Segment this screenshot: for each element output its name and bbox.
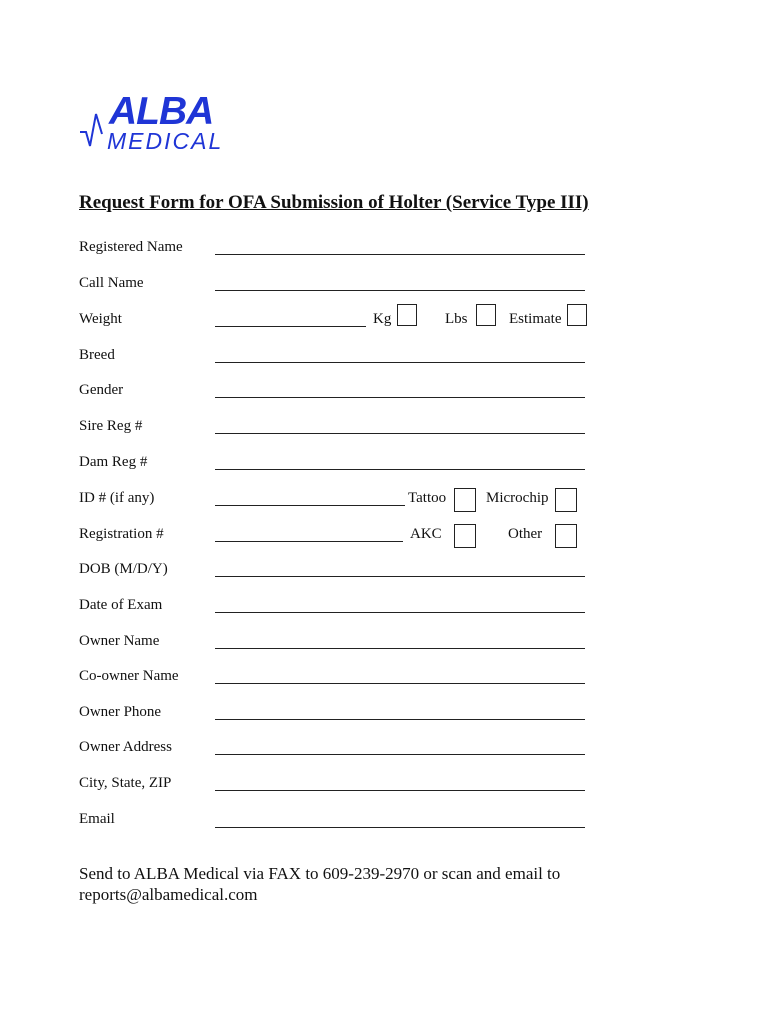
- gender-field[interactable]: [215, 397, 585, 398]
- form-title: Request Form for OFA Submission of Holter (Service Type III): [79, 192, 589, 213]
- date-of-exam-label: Date of Exam: [79, 597, 163, 613]
- logo-alba-text: ALBA: [109, 90, 214, 133]
- dob-label: DOB (M/D/Y): [79, 561, 168, 577]
- other-checkbox[interactable]: [555, 524, 577, 548]
- akc-checkbox[interactable]: [454, 524, 476, 548]
- dam-reg-label: Dam Reg #: [79, 454, 148, 470]
- coowner-name-label: Co-owner Name: [79, 668, 179, 684]
- owner-phone-field[interactable]: [215, 719, 585, 720]
- microchip-label: Microchip: [486, 490, 549, 506]
- sire-reg-label: Sire Reg #: [79, 418, 143, 434]
- date-of-exam-field[interactable]: [215, 612, 585, 613]
- lbs-label: Lbs: [445, 311, 468, 327]
- dam-reg-field[interactable]: [215, 469, 585, 470]
- owner-name-label: Owner Name: [79, 633, 160, 649]
- weight-field[interactable]: [215, 326, 366, 327]
- breed-field[interactable]: [215, 362, 585, 363]
- breed-label: Breed: [79, 347, 115, 363]
- registration-field[interactable]: [215, 541, 403, 542]
- akc-label: AKC: [410, 526, 442, 542]
- gender-label: Gender: [79, 382, 124, 398]
- instructions-line-1: Send to ALBA Medical via FAX to 609-239-2970 or scan and email to: [79, 864, 561, 883]
- registration-label: Registration #: [79, 526, 164, 542]
- logo-medical-text: MEDICAL: [107, 128, 224, 154]
- kg-label: Kg: [373, 311, 392, 327]
- call-name-label: Call Name: [79, 275, 144, 291]
- dob-field[interactable]: [215, 576, 585, 577]
- city-state-zip-label: City, State, ZIP: [79, 775, 172, 791]
- estimate-checkbox[interactable]: [567, 304, 587, 326]
- city-state-zip-field[interactable]: [215, 790, 585, 791]
- sire-reg-field[interactable]: [215, 433, 585, 434]
- id-label: ID # (if any): [79, 490, 155, 506]
- microchip-checkbox[interactable]: [555, 488, 577, 512]
- weight-label: Weight: [79, 311, 122, 327]
- id-field[interactable]: [215, 505, 405, 506]
- registered-name-label: Registered Name: [79, 239, 183, 255]
- owner-address-field[interactable]: [215, 754, 585, 755]
- other-label: Other: [508, 526, 543, 542]
- estimate-label: Estimate: [509, 311, 562, 327]
- tattoo-label: Tattoo: [408, 490, 447, 506]
- registered-name-field[interactable]: [215, 254, 585, 255]
- lbs-checkbox[interactable]: [476, 304, 496, 326]
- owner-name-field[interactable]: [215, 648, 585, 649]
- owner-address-label: Owner Address: [79, 739, 172, 755]
- instructions-email: reports@albamedical.com: [79, 885, 258, 904]
- owner-phone-label: Owner Phone: [79, 704, 162, 720]
- submission-instructions: [79, 863, 560, 905]
- email-label: Email: [79, 811, 115, 827]
- alba-medical-logo: [80, 90, 230, 156]
- email-field[interactable]: [215, 827, 585, 828]
- call-name-field[interactable]: [215, 290, 585, 291]
- tattoo-checkbox[interactable]: [454, 488, 476, 512]
- coowner-name-field[interactable]: [215, 683, 585, 684]
- kg-checkbox[interactable]: [397, 304, 417, 326]
